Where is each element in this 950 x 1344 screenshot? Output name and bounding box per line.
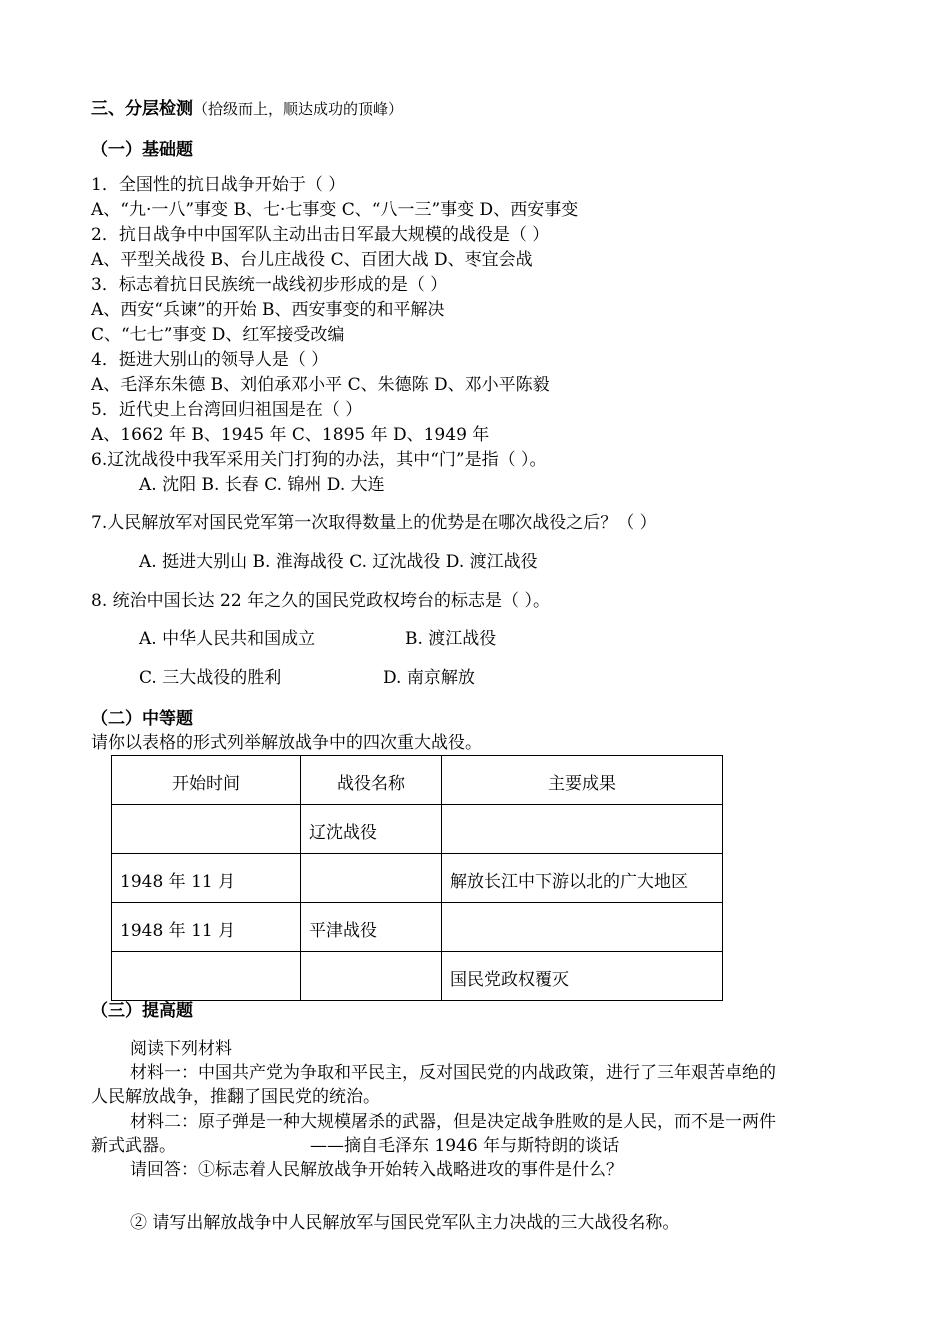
table-header: 战役名称 [301, 756, 442, 805]
advanced-line: 新式武器。 [91, 1136, 176, 1156]
advanced-citation: ——摘自毛泽东 1946 年与斯特朗的谈话 [310, 1136, 620, 1156]
advanced-heading: （三）提高题 [91, 1001, 193, 1021]
basic-line: C、“七七”事变 D、红军接受改编 [91, 325, 345, 345]
table-cell: 国民党政权覆灭 [442, 952, 723, 1001]
medium-intro: 请你以表格的形式列举解放战争中的四次重大战役。 [91, 733, 482, 753]
basic-line: A、平型关战役 B、台儿庄战役 C、百团大战 D、枣宜会战 [91, 250, 533, 270]
advanced-question: ② 请写出解放战争中人民解放军与国民党军队主力决战的三大战役名称。 [130, 1213, 680, 1233]
basic-line: A、1662 年 B、1945 年 C、1895 年 D、1949 年 [91, 425, 490, 445]
table-cell: 平津战役 [301, 903, 442, 952]
table-cell [301, 952, 442, 1001]
basic-line: 6.辽沈战役中我军采用关门打狗的办法，其中“门”是指（ ）。 [91, 450, 547, 470]
basic-option-a: A. 中华人民共和国成立 [139, 629, 316, 649]
table-cell: 解放长江中下游以北的广大地区 [442, 854, 723, 903]
battles-table [111, 755, 723, 1001]
advanced-line: 阅读下列材料 [130, 1039, 232, 1059]
section-subtitle: （拾级而上，顺达成功的顶峰） [193, 100, 404, 118]
basic-line: 8. 统治中国长达 22 年之久的国民党政权垮台的标志是（ ）。 [91, 591, 550, 611]
table-row [112, 952, 723, 1001]
table-cell: 辽沈战役 [301, 805, 442, 854]
basic-options: A. 挺进大别山 B. 淮海战役 C. 辽沈战役 D. 渡江战役 [139, 552, 538, 572]
basic-line: 3．标志着抗日民族统一战线初步形成的是（ ） [91, 275, 448, 295]
section-title-line [91, 98, 403, 120]
basic-option-b: B. 渡江战役 [405, 629, 497, 649]
table-header: 开始时间 [112, 756, 301, 805]
table-row [112, 854, 723, 903]
basic-options: A. 沈阳 B. 长春 C. 锦州 D. 大连 [139, 475, 385, 495]
basic-option-d: D. 南京解放 [383, 668, 475, 688]
section-title: 三、分层检测 [91, 99, 193, 119]
basic-heading: （一）基础题 [91, 140, 193, 160]
basic-line: 1．全国性的抗日战争开始于（ ） [91, 175, 346, 195]
basic-line: A、西安“兵谏”的开始 B、西安事变的和平解决 [91, 300, 445, 320]
basic-line: A、“九·一八”事变 B、七·七事变 C、“八一三”事变 D、西安事变 [91, 200, 579, 220]
table-cell [112, 952, 301, 1001]
basic-option-c: C. 三大战役的胜利 [139, 668, 282, 688]
table-header: 主要成果 [442, 756, 723, 805]
basic-line: 5．近代史上台湾回归祖国是在（ ） [91, 400, 363, 420]
table-cell [112, 805, 301, 854]
basic-line: 7.人民解放军对国民党军第一次取得数量上的优势是在哪次战役之后？（ ） [91, 513, 657, 533]
table-cell [442, 903, 723, 952]
medium-heading: （二）中等题 [91, 709, 193, 729]
advanced-line: 材料一：中国共产党为争取和平民主，反对国民党的内战政策，进行了三年艰苦卓绝的 [130, 1063, 776, 1083]
table-cell [442, 805, 723, 854]
basic-line: 2．抗日战争中中国军队主动出击日军最大规模的战役是（ ） [91, 225, 550, 245]
advanced-line: 人民解放战争，推翻了国民党的统治。 [91, 1087, 380, 1107]
table-row [112, 805, 723, 854]
basic-line: 4．挺进大别山的领导人是（ ） [91, 350, 329, 370]
table-header-row [112, 756, 723, 805]
basic-line: A、毛泽东朱德 B、刘伯承邓小平 C、朱德陈 D、邓小平陈毅 [91, 375, 550, 395]
advanced-line: 材料二：原子弹是一种大规模屠杀的武器，但是决定战争胜败的是人民，而不是一两件 [130, 1112, 776, 1132]
table-row [112, 903, 723, 952]
table-cell: 1948 年 11 月 [112, 903, 301, 952]
table-cell: 1948 年 11 月 [112, 854, 301, 903]
advanced-question: 请回答：①标志着人民解放战争开始转入战略进攻的事件是什么？ [130, 1160, 623, 1180]
table-cell [301, 854, 442, 903]
